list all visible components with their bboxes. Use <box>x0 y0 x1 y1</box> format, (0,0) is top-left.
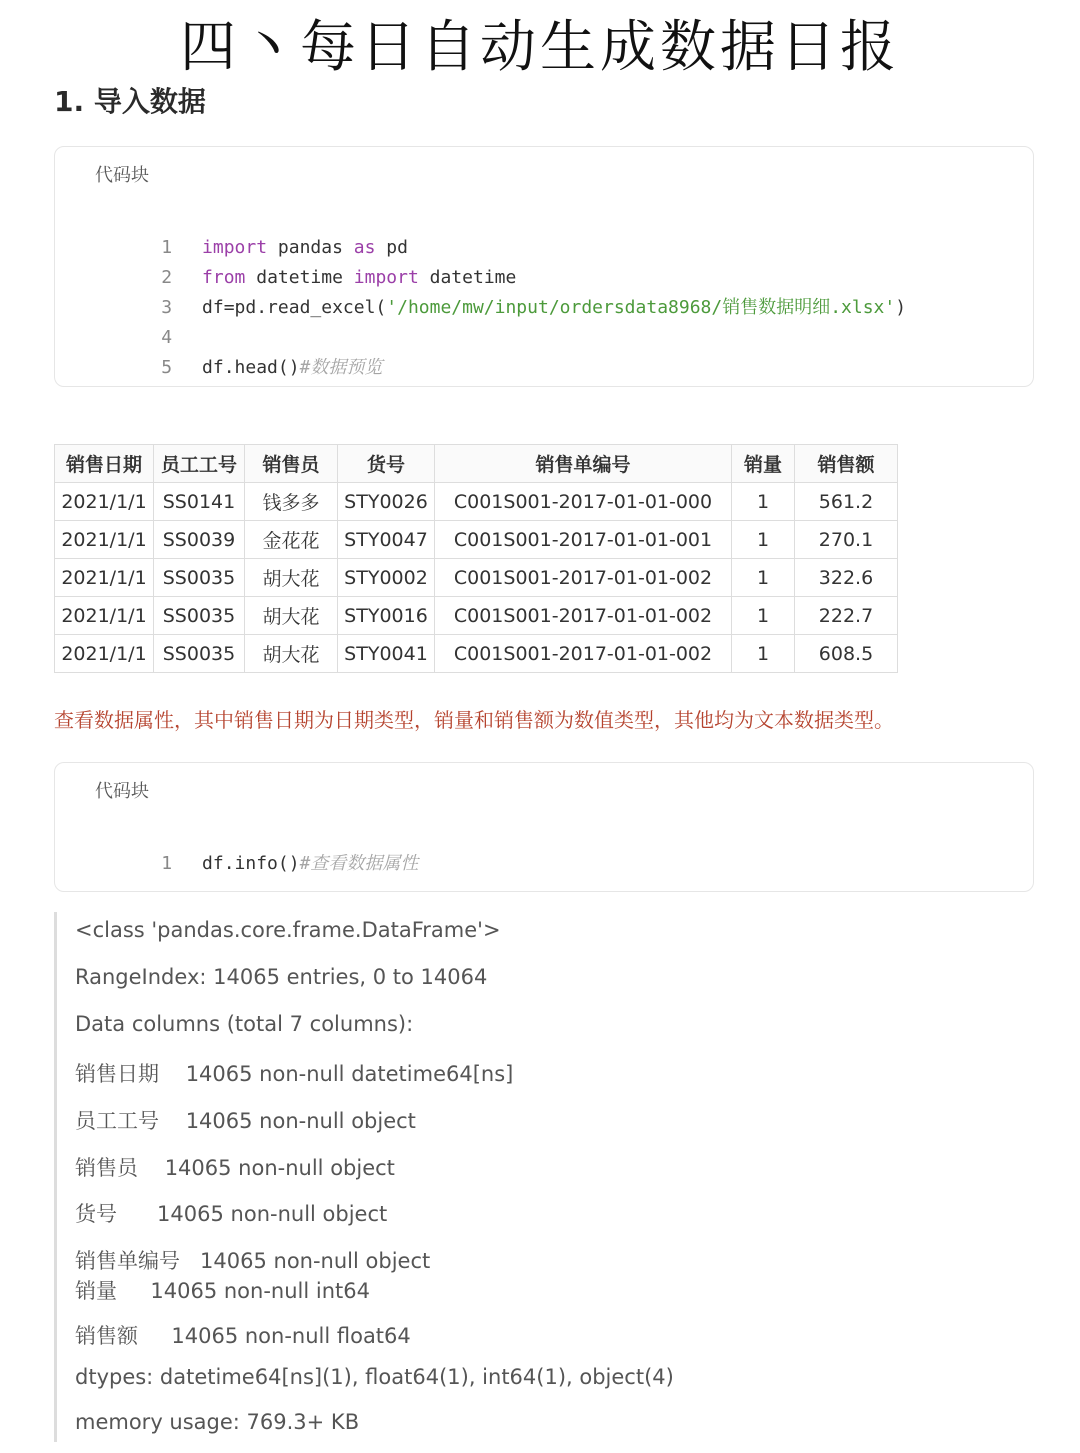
table-row <box>55 635 898 673</box>
table-row <box>55 559 898 597</box>
data-types-note: 查看数据属性，其中销售日期为日期类型，销量和销售额为数值类型，其他均为文本数据类型。 <box>54 708 894 732</box>
table-cell: SS0039 <box>154 521 245 559</box>
table-cell: SS0035 <box>154 635 245 673</box>
table-cell: 1 <box>732 521 795 559</box>
code-block-label: 代码块 <box>95 781 149 802</box>
code-comment: #数据预览 <box>299 357 383 378</box>
output-line: Data columns (total 7 columns): <box>75 1012 414 1036</box>
table-row <box>55 483 898 521</box>
output-line: 销售员 14065 non-null object <box>75 1156 395 1180</box>
table-cell: 2021/1/1 <box>55 635 154 673</box>
line-number: 2 <box>161 267 173 288</box>
column-header: 货号 <box>338 445 435 483</box>
output-line: 销售额 14065 non-null float64 <box>75 1324 411 1348</box>
line-number: 1 <box>161 853 173 874</box>
table-cell: 1 <box>732 635 795 673</box>
code-text: ) <box>895 297 907 318</box>
table-cell: STY0016 <box>338 597 435 635</box>
line-number: 3 <box>161 297 173 318</box>
table-cell: SS0035 <box>154 559 245 597</box>
section-heading: 1. 导入数据 <box>54 85 206 118</box>
output-line: RangeIndex: 14065 entries, 0 to 14064 <box>75 965 488 989</box>
table-cell: 胡大花 <box>245 635 338 673</box>
code-line <box>55 819 1033 874</box>
table-cell: SS0141 <box>154 483 245 521</box>
table-cell: SS0035 <box>154 597 245 635</box>
code-lines <box>55 203 1033 378</box>
output-line: memory usage: 769.3+ KB <box>75 1410 360 1434</box>
table-cell: C001S001-2017-01-01-000 <box>435 483 732 521</box>
table-cell: STY0002 <box>338 559 435 597</box>
column-header: 销售单编号 <box>435 445 732 483</box>
column-header: 员工工号 <box>154 445 245 483</box>
code-keyword: as <box>353 237 376 258</box>
table-cell: C001S001-2017-01-01-001 <box>435 521 732 559</box>
code-text: df=pd.read_excel( <box>202 297 387 318</box>
output-line: <class 'pandas.core.frame.DataFrame'> <box>75 918 501 942</box>
output-line: 销量 14065 non-null int64 <box>75 1279 370 1303</box>
table-cell: 胡大花 <box>245 559 338 597</box>
output-line: 销售单编号 14065 non-null object <box>75 1249 431 1273</box>
code-string: '/home/mw/input/ordersdata8968/销售数据明细.xlsx' <box>386 297 896 318</box>
page-title: 四丶每日自动生成数据日报 <box>180 15 900 80</box>
table-cell: C001S001-2017-01-01-002 <box>435 635 732 673</box>
code-keyword: from <box>202 267 246 288</box>
table-cell: 1 <box>732 483 795 521</box>
table-row <box>55 597 898 635</box>
code-block-import <box>54 146 1034 387</box>
output-line: 员工工号 14065 non-null object <box>75 1109 416 1133</box>
line-number: 5 <box>161 357 173 378</box>
code-keyword: import <box>353 267 419 288</box>
table-cell: STY0026 <box>338 483 435 521</box>
table-cell: 胡大花 <box>245 597 338 635</box>
table-cell: 金花花 <box>245 521 338 559</box>
table-cell: 322.6 <box>795 559 898 597</box>
code-text: datetime <box>245 267 354 288</box>
column-header: 销售额 <box>795 445 898 483</box>
code-text: df.head() <box>202 357 300 378</box>
info-output <box>54 912 957 1442</box>
code-text: datetime <box>418 267 517 288</box>
code-lines <box>55 819 1033 874</box>
column-header: 销售员 <box>245 445 338 483</box>
table-cell: STY0041 <box>338 635 435 673</box>
table-cell: 270.1 <box>795 521 898 559</box>
column-header: 销量 <box>732 445 795 483</box>
table-cell: 222.7 <box>795 597 898 635</box>
column-header: 销售日期 <box>55 445 154 483</box>
output-line: 货号 14065 non-null object <box>75 1202 388 1226</box>
code-block-label: 代码块 <box>95 165 149 186</box>
data-preview-table <box>54 444 898 673</box>
code-comment: #查看数据属性 <box>299 853 419 874</box>
line-number: 1 <box>161 237 173 258</box>
code-text: pd <box>375 237 408 258</box>
table-row <box>55 521 898 559</box>
output-line: dtypes: datetime64[ns](1), float64(1), int64(1), object(4) <box>75 1365 674 1389</box>
table-cell: 608.5 <box>795 635 898 673</box>
table-cell: C001S001-2017-01-01-002 <box>435 559 732 597</box>
table-cell: 561.2 <box>795 483 898 521</box>
code-keyword: import <box>202 237 268 258</box>
table-cell: C001S001-2017-01-01-002 <box>435 597 732 635</box>
line-number: 4 <box>161 327 173 348</box>
table-cell: STY0047 <box>338 521 435 559</box>
output-line: 销售日期 14065 non-null datetime64[ns] <box>75 1062 514 1086</box>
table-cell: 2021/1/1 <box>55 483 154 521</box>
table-cell: 2021/1/1 <box>55 559 154 597</box>
table-cell: 1 <box>732 559 795 597</box>
table-cell: 钱多多 <box>245 483 338 521</box>
table-cell: 1 <box>732 597 795 635</box>
table-header-row <box>55 445 898 483</box>
table-cell: 2021/1/1 <box>55 521 154 559</box>
table-cell: 2021/1/1 <box>55 597 154 635</box>
code-line <box>55 203 1033 258</box>
code-block-info <box>54 762 1034 892</box>
code-text: pandas <box>267 237 354 258</box>
code-text: df.info() <box>202 853 300 874</box>
